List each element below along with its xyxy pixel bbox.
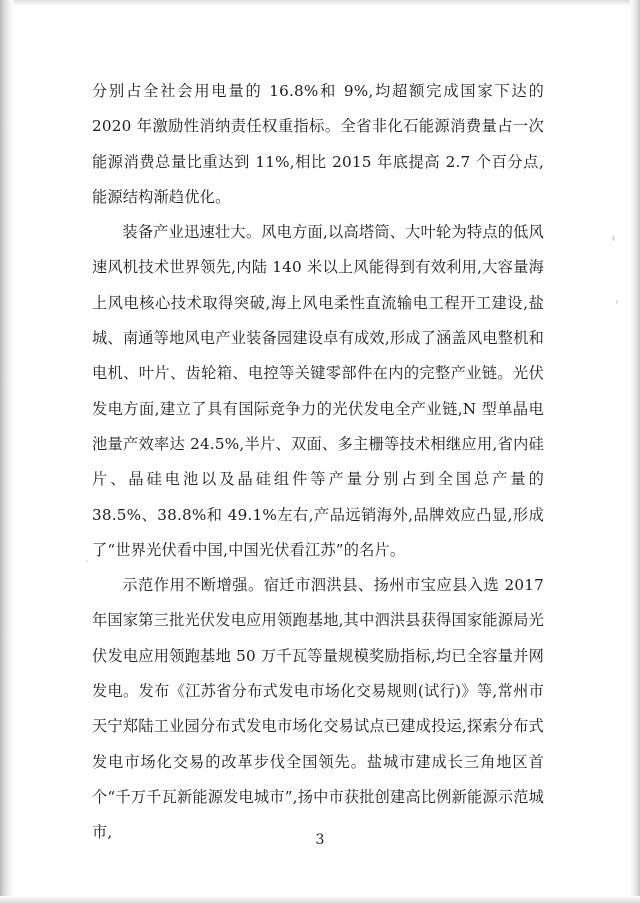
scan-speck [612, 236, 615, 241]
page-number: 3 [315, 832, 325, 848]
paragraph-3: 示范作用不断增强。宿迁市泗洪县、扬州市宝应县入选 2017 年国家第三批光伏发电应用领跑基地,其中泗洪县获得国家能源局光伏发电应用领跑基地 50 万千瓦等量规模奖励指标,均已全容量并网发电。发布《江苏省分布式发电市场化交易规则(试行)》等,常州市天宁郑陆工业园分布式发电市场化交易试点已建成投运,探索分布式发电市场化交易的改革步伐全国领先。盐城市建成长三角地区首个“千万千瓦新能源发电城市”,扬中市获批创建高比例新能源示范城市, [92, 576, 544, 842]
scan-speck [86, 560, 88, 562]
scan-edge-left [0, 0, 14, 904]
document-body [92, 74, 544, 851]
paragraph-2: 装备产业迅速壮大。风电方面,以高塔筒、大叶轮为特点的低风速风机技术世界领先,内陆 140 米以上风能得到有效利用,大容量海上风电核心技术取得突破,海上风电柔性直流输电工程开工建设,盐城、南通等地风电产业装备园建设卓有成效,形成了涵盖风电整机和电机、叶片、齿轮箱、电控等关键零部件在内的完整产业链。光伏发电方面,建立了具有国际竞争力的光伏发电全产业链,N 型单晶电池量产效率达 24.5%,半片、双面、多主栅等技术相继应用,省内硅片、晶硅电池以及晶硅组件等产量分别占到全国总产量的 38.5%、38.8%和 49.1%左右,产品远销海外,品牌效应凸显,形成了“世界光伏看中国,中国光伏看江苏”的名片。 [92, 223, 544, 559]
scan-edge-bottom [0, 896, 640, 904]
scan-edge-right [630, 0, 640, 904]
paragraph-1: 分别占全社会用电量的 16.8%和 9%,均超额完成国家下达的 2020 年激励性消纳责任权重指标。全省非化石能源消费量占一次能源消费总量比重达到 11%,相比 2015 年底提高 2.7 个百分点,能源结构渐趋优化。 [92, 82, 544, 206]
scan-speck [616, 300, 618, 304]
scan-edge-top [0, 0, 640, 6]
